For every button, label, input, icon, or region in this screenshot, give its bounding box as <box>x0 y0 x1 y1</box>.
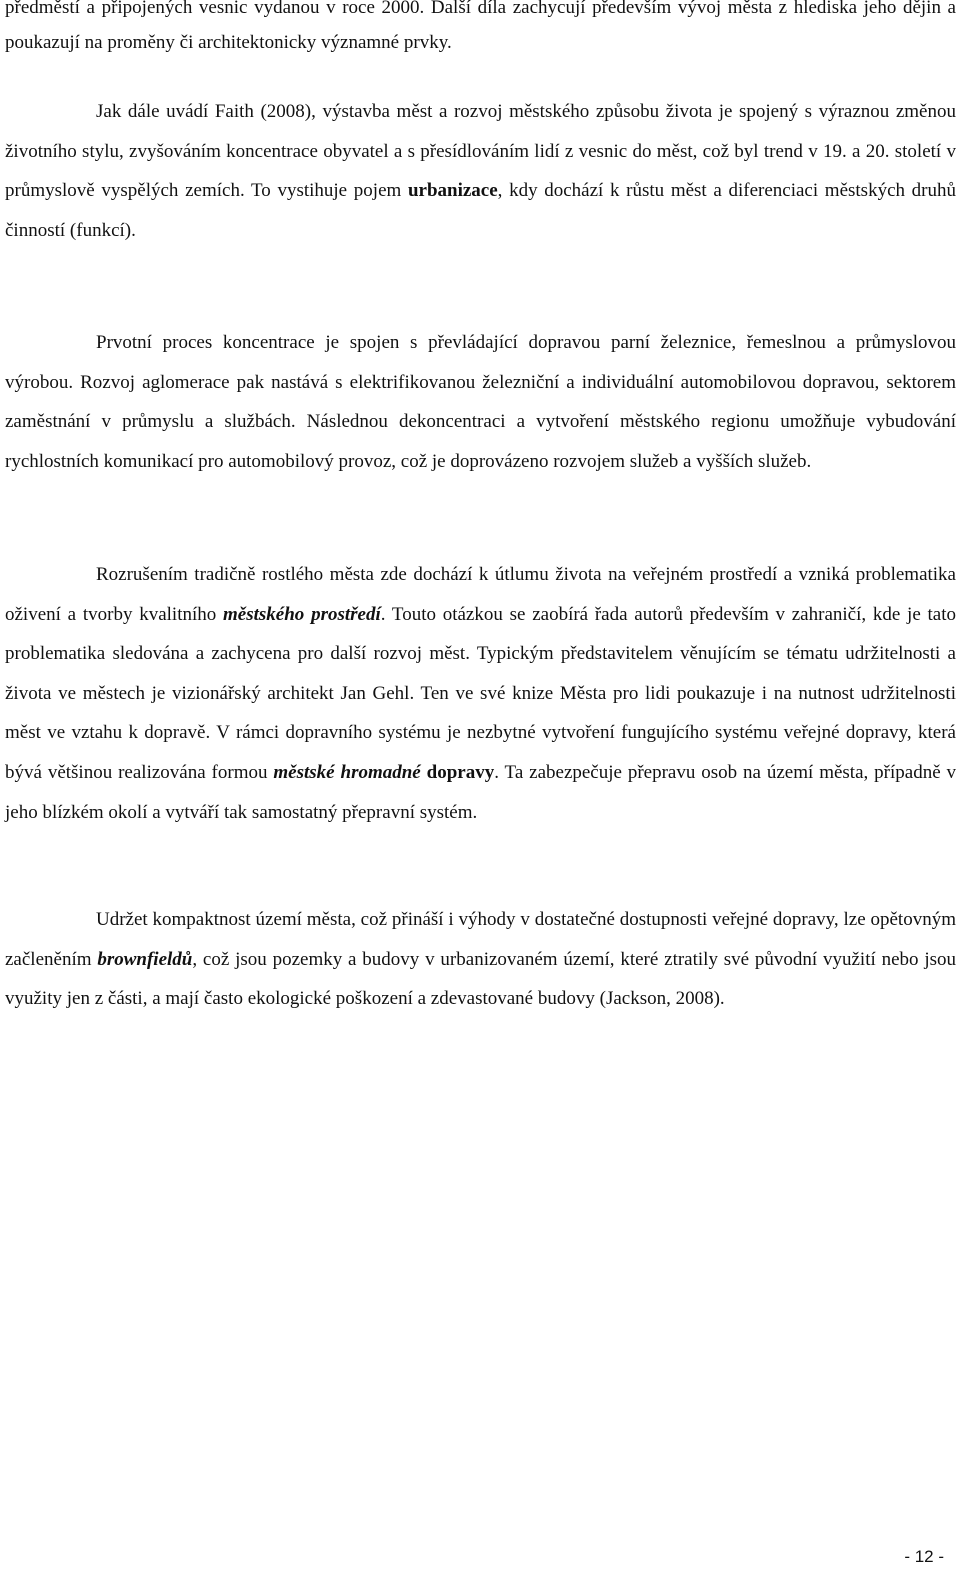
paragraph-text: . Ta zabezpečuje přepravu osob na území města, případně v jeho blízkém okolí a vytváří tak samostatný přepravní systém. <box>5 761 957 823</box>
bold-italic-term-mestske-hromadne: městské hromadné <box>273 761 421 783</box>
paragraph-text: , kdy dochází k růstu měst a diferenciaci městských druhů činností (funkcí). <box>5 180 957 241</box>
paragraph-text: Jak dále uvádí Faith (2008), výstavba měst a rozvoj městského způsobu života je spojený s výraznou změnou životního stylu, zvyšováním koncentrace obyvatel a s přesídlováním lidí z vesnic do měst, což byl trend v 19. a 20. století v průmyslově vyspělých zemích. To vystihuje pojem <box>5 101 956 202</box>
paragraph-text: Udržet kompaktnost území města, což přináší i výhody v dostatečné dostupnosti veřejné dopravy, lze opětovným začleněním <box>5 909 956 970</box>
bold-italic-term-brownfieldu: brownfieldů <box>97 948 193 970</box>
paragraph-text: Rozrušením tradičně rostlého města zde dochází k útlumu života na veřejném prostředí a vzniká problematika oživení a tvorby kvalitního <box>5 564 956 625</box>
paragraph-concentration-process <box>5 323 956 481</box>
paragraph-urban-environment <box>5 555 956 832</box>
bold-term-urbanizace: urbanizace <box>407 180 498 202</box>
bold-italic-term-mestske-prostredi: městského prostředí <box>223 603 381 625</box>
paragraph-text: , což jsou pozemky a budovy v urbanizovaném území, které ztratily své původní využití nebo jsou využity jen z části, a mají často ekologické poškození a zdevastované budovy (Jackson, 2008). <box>5 948 956 1010</box>
paragraph-text: předměstí a připojených vesnic vydanou v roce 2000. Další díla zachycují především vývoj města z hlediska jeho dějin a poukazují na proměny či architektonicky významné prvky. <box>5 0 956 53</box>
paragraph-text: . Touto otázkou se zaobírá řada autorů především v zahraničí, kde je tato problematika sledována a zachycena pro další rozvoj měst. Typickým představitelem věnujícím se tématu udržitelnosti a života ve městech je vizionářský architekt Jan Gehl. Ten ve své knize Města pro lidi poukazuje i na nutnost udržitelnosti měst ve vztahu k dopravě. V rámci dopravního systému je nezbytné vytvoření fungujícího systému veřejné dopravy, která bývá většinou realizována formou <box>5 603 957 783</box>
paragraph-urbanization <box>5 92 956 250</box>
page-number: - 12 - <box>904 1547 944 1566</box>
paragraph-brownfields <box>5 900 956 1019</box>
bold-term-dopravy: dopravy <box>426 761 495 783</box>
paragraph-continued <box>5 0 956 60</box>
paragraph-text: Prvotní proces koncentrace je spojen s převládající dopravou parní železnice, řemeslnou a průmyslovou výrobou. Rozvoj aglomerace pak nastává s elektrifikovanou železniční a individuální automobilovou dopravou, sektorem zaměstnání v průmyslu a službách. Následnou dekoncentraci a vytvoření městského regionu umožňuje vybudování rychlostních komunikací pro automobilový provoz, což je doprovázeno rozvojem služeb a vyšších služeb. <box>5 332 956 472</box>
